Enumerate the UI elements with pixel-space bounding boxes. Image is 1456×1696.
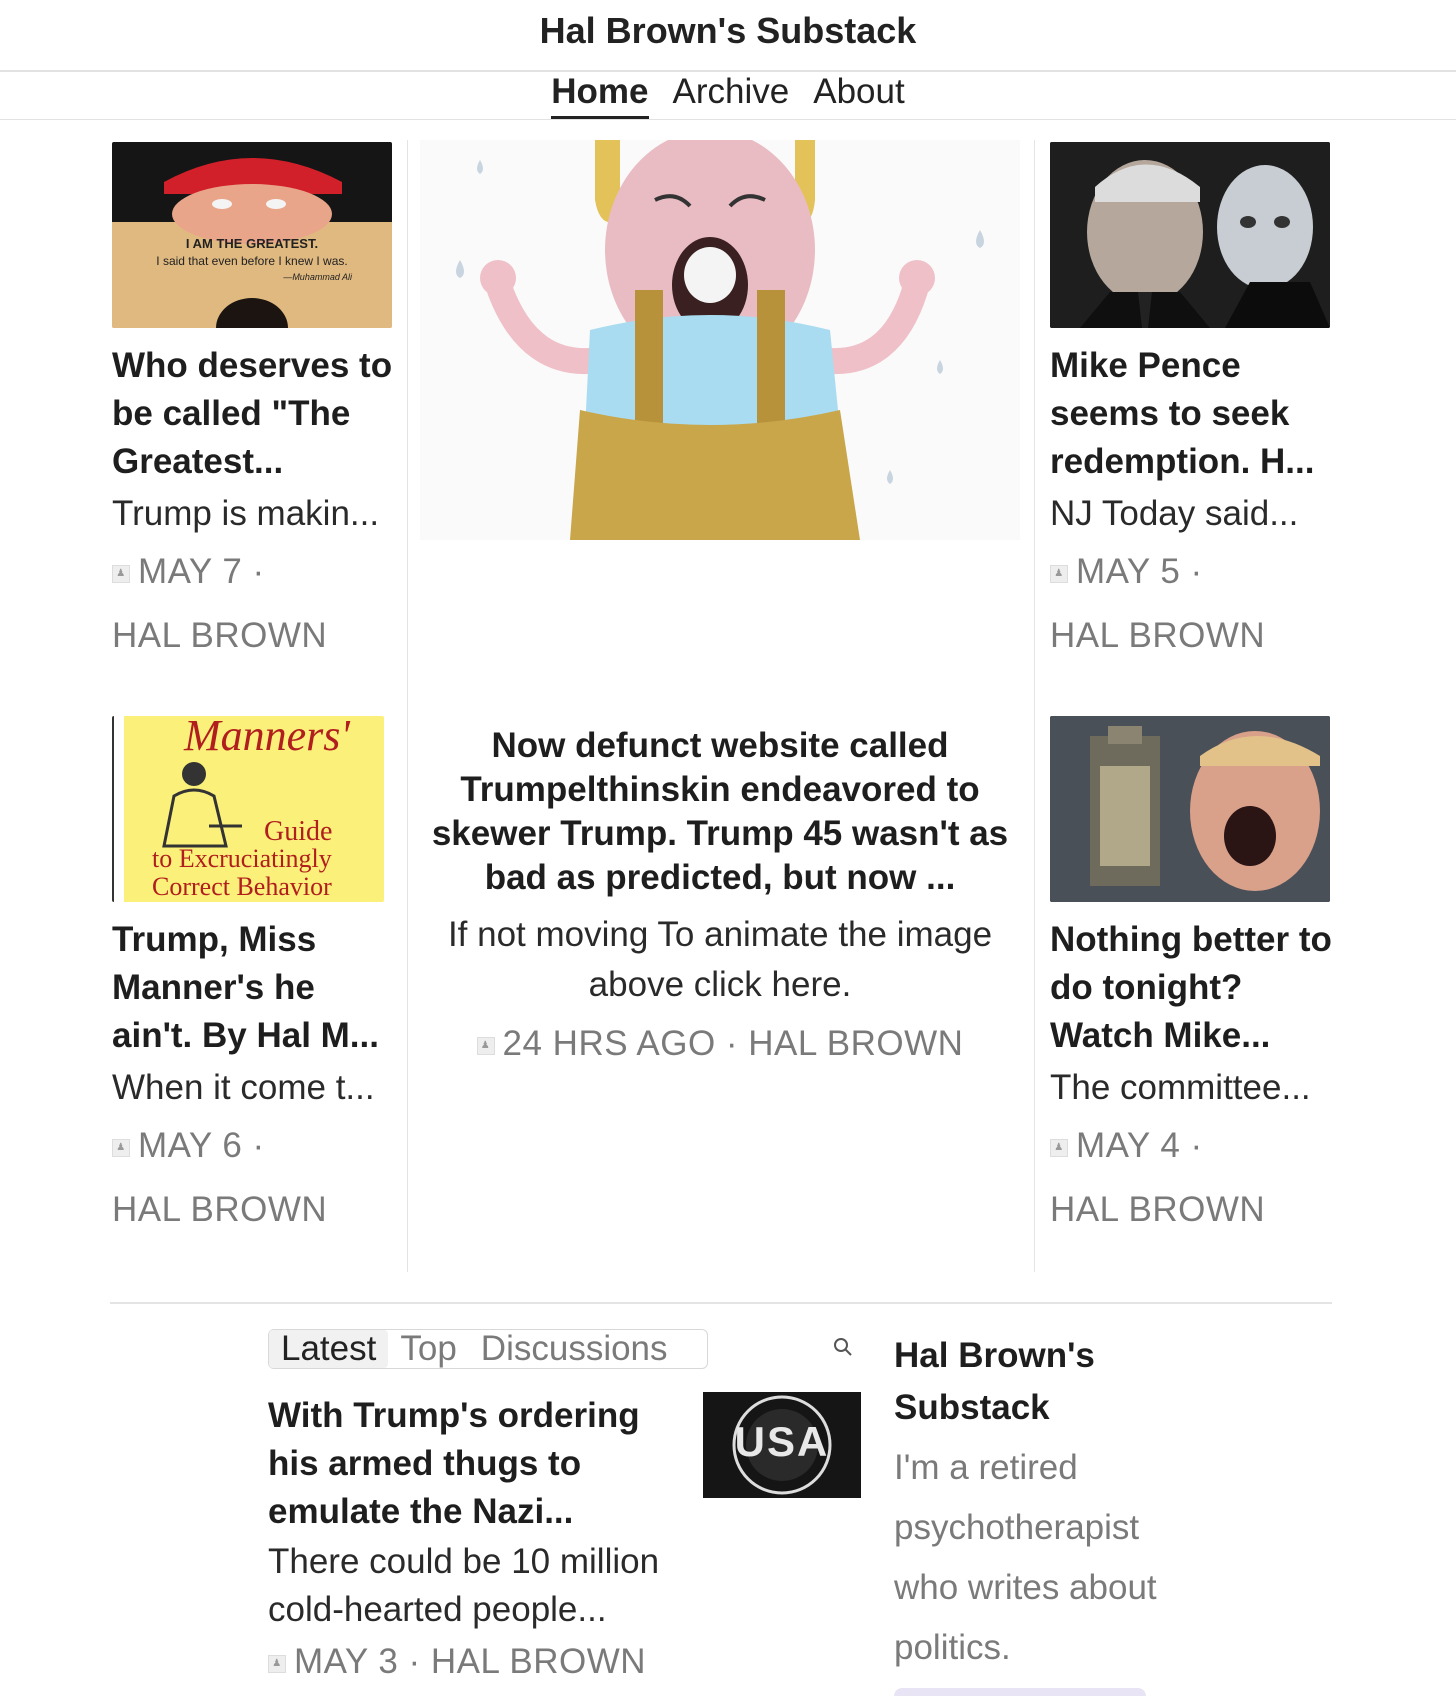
thumbnail-attribution: —Muhammad Ali	[283, 272, 352, 282]
post-card[interactable]	[1050, 716, 1334, 1242]
feature-meta: ♟ 24 HRS AGO · HAL BROWN	[430, 1024, 1010, 1064]
post-date: ♟ MAY 4 ·	[1050, 1114, 1334, 1178]
latest-post-meta: ♟ MAY 3 · HAL BROWN	[268, 1642, 688, 1682]
post-title[interactable]: Who deserves to be called "The Greatest...	[112, 346, 393, 481]
author-avatar-icon: ♟	[112, 1139, 130, 1157]
thumbnail-text: USA	[734, 1418, 830, 1465]
thumbnail-line-3: Correct Behavior	[152, 872, 332, 901]
post-thumbnail[interactable]	[112, 142, 392, 328]
feature-post[interactable]	[430, 724, 1010, 1064]
subscribe-button[interactable]	[894, 1688, 1146, 1696]
post-subtitle: Trump is makin...	[112, 494, 380, 533]
feature-image[interactable]	[420, 140, 1020, 540]
post-author[interactable]: HAL BROWN	[1050, 1190, 1266, 1229]
post-card[interactable]	[112, 716, 396, 1242]
post-title[interactable]: Trump, Miss Manner's he ain't. By Hal M...	[112, 920, 379, 1055]
nav-archive[interactable]: Archive	[672, 72, 790, 111]
publication-title[interactable]: Hal Brown's Substack	[894, 1336, 1095, 1427]
tab-top[interactable]: Top	[400, 1329, 457, 1368]
post-author[interactable]: HAL BROWN	[1050, 616, 1266, 655]
author-avatar-icon: ♟	[477, 1037, 495, 1055]
post-date: ♟ MAY 5 ·	[1050, 540, 1334, 604]
post-card[interactable]	[1050, 142, 1334, 668]
post-author[interactable]: HAL BROWN	[112, 1190, 328, 1229]
thumbnail-line-1: Guide	[264, 816, 333, 847]
latest-post[interactable]	[268, 1392, 688, 1682]
thumbnail-quote: I AM THE GREATEST.	[185, 236, 319, 251]
post-subtitle: The committee...	[1050, 1068, 1311, 1107]
post-date: ♟ MAY 7 ·	[112, 540, 396, 604]
latest-post-subtitle: There could be 10 million cold-hearted people...	[268, 1542, 660, 1629]
post-title[interactable]: Mike Pence seems to seek redemption. H...	[1050, 346, 1315, 481]
nav-about[interactable]: About	[813, 72, 905, 111]
thumbnail-quote-line: I said that even before I knew I was.	[156, 254, 348, 268]
site-title[interactable]: Hal Brown's Substack	[539, 10, 917, 51]
author-avatar-icon: ♟	[268, 1655, 286, 1673]
post-thumbnail[interactable]	[1050, 142, 1330, 328]
column-divider	[1034, 140, 1035, 1272]
publication-description: I'm a retired psychotherapist who writes about politics.	[894, 1448, 1157, 1667]
feature-title[interactable]: Now defunct website called Trumpelthinskin endeavored to skewer Trump. Trump 45 wasn't as bad as predicted, but now ...	[431, 726, 1009, 897]
post-subtitle: NJ Today said...	[1050, 494, 1299, 533]
thumbnail-illustration	[154, 756, 244, 856]
author-avatar-icon: ♟	[1050, 565, 1068, 583]
post-author[interactable]: HAL BROWN	[112, 616, 328, 655]
main-nav	[0, 72, 1456, 119]
latest-post-thumbnail[interactable]	[703, 1392, 861, 1498]
post-filter-tabs	[268, 1329, 708, 1369]
nav-home[interactable]: Home	[551, 72, 648, 119]
feature-subtitle: If not moving To animate the image above click here.	[447, 915, 993, 1004]
post-card[interactable]	[112, 142, 396, 668]
tab-latest[interactable]: Latest	[269, 1330, 388, 1368]
post-date: ♟ MAY 6 ·	[112, 1114, 396, 1178]
search-icon[interactable]	[832, 1336, 854, 1358]
thumbnail-edge	[112, 716, 114, 902]
tab-discussions[interactable]: Discussions	[480, 1329, 668, 1368]
post-thumbnail[interactable]	[112, 716, 384, 902]
thumbnail-heading: Manners'	[184, 716, 350, 760]
author-avatar-icon: ♟	[112, 565, 130, 583]
column-divider	[407, 140, 408, 1272]
post-title[interactable]: Nothing better to do tonight? Watch Mike...	[1050, 920, 1332, 1055]
thumbnail-line-2: to Excruciatingly	[152, 844, 332, 873]
thumbnail-background	[124, 716, 384, 902]
latest-post-title[interactable]: With Trump's ordering his armed thugs to emulate the Nazi...	[268, 1396, 640, 1531]
nav-divider	[0, 119, 1456, 120]
post-thumbnail[interactable]	[1050, 716, 1330, 902]
author-avatar-icon: ♟	[1050, 1139, 1068, 1157]
post-subtitle: When it come t...	[112, 1068, 375, 1107]
section-divider	[110, 1302, 1332, 1304]
publication-about	[894, 1330, 1194, 1678]
